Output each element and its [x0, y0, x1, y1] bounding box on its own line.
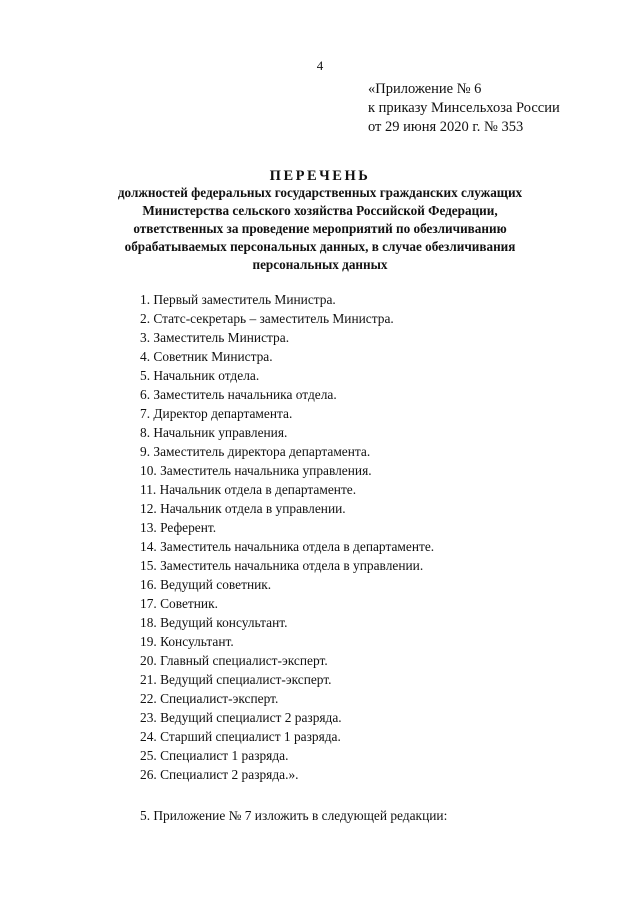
list-item: 19. Консультант. — [140, 634, 234, 649]
list-item: 6. Заместитель начальника отдела. — [140, 387, 337, 402]
list-item: 8. Начальник управления. — [140, 425, 288, 440]
subtitle-line: ответственных за проведение мероприятий по обезличиванию — [133, 221, 507, 236]
appendix-ref-line: «Приложение № 6 — [368, 81, 482, 97]
list-item: 18. Ведущий консультант. — [140, 615, 288, 630]
subtitle-line: персональных данных — [252, 257, 388, 272]
list-item: 16. Ведущий советник. — [140, 577, 272, 592]
list-item: 22. Специалист-эксперт. — [140, 691, 279, 706]
list-item: 4. Советник Министра. — [140, 349, 273, 364]
list-item: 5. Начальник отдела. — [140, 368, 260, 383]
list-item: 1. Первый заместитель Министра. — [140, 292, 336, 307]
list-item: 21. Ведущий специалист-эксперт. — [140, 672, 332, 687]
appendix-reference — [368, 80, 560, 137]
list-item: 11. Начальник отдела в департаменте. — [140, 482, 357, 497]
list-item: 10. Заместитель начальника управления. — [140, 463, 372, 478]
positions-list — [140, 290, 434, 784]
list-item: 12. Начальник отдела в управлении. — [140, 501, 346, 516]
list-item: 17. Советник. — [140, 596, 218, 611]
appendix-ref-line: к приказу Минсельхоза России — [368, 100, 560, 116]
list-item: 7. Директор департамента. — [140, 406, 293, 421]
list-item: 20. Главный специалист-эксперт. — [140, 653, 328, 668]
list-item: 13. Референт. — [140, 520, 217, 535]
amendment-paragraph: 5. Приложение № 7 изложить в следующей редакции: — [140, 808, 448, 823]
subtitle-line: Министерства сельского хозяйства Российской Федерации, — [142, 203, 498, 218]
list-item: 9. Заместитель директора департамента. — [140, 444, 371, 459]
list-item: 23. Ведущий специалист 2 разряда. — [140, 710, 342, 725]
subtitle-line: должностей федеральных государственных гражданских служащих — [117, 185, 523, 200]
list-item: 14. Заместитель начальника отдела в департаменте. — [140, 539, 435, 554]
list-item: 24. Старший специалист 1 разряда. — [140, 729, 341, 744]
appendix-ref-line: от 29 июня 2020 г. № 353 — [368, 119, 524, 135]
subtitle-line: обрабатываемых персональных данных, в случае обезличивания — [124, 239, 516, 254]
document-subtitle — [60, 184, 580, 274]
document-title: ПЕРЕЧЕНЬ — [269, 168, 371, 184]
list-item: 3. Заместитель Министра. — [140, 330, 290, 345]
list-item: 15. Заместитель начальника отдела в управлении. — [140, 558, 424, 573]
page-number: 4 — [316, 58, 324, 73]
list-item: 2. Статс-секретарь – заместитель Министра. — [140, 311, 394, 326]
list-item: 25. Специалист 1 разряда. — [140, 748, 289, 763]
list-item: 26. Специалист 2 разряда.». — [140, 767, 299, 782]
